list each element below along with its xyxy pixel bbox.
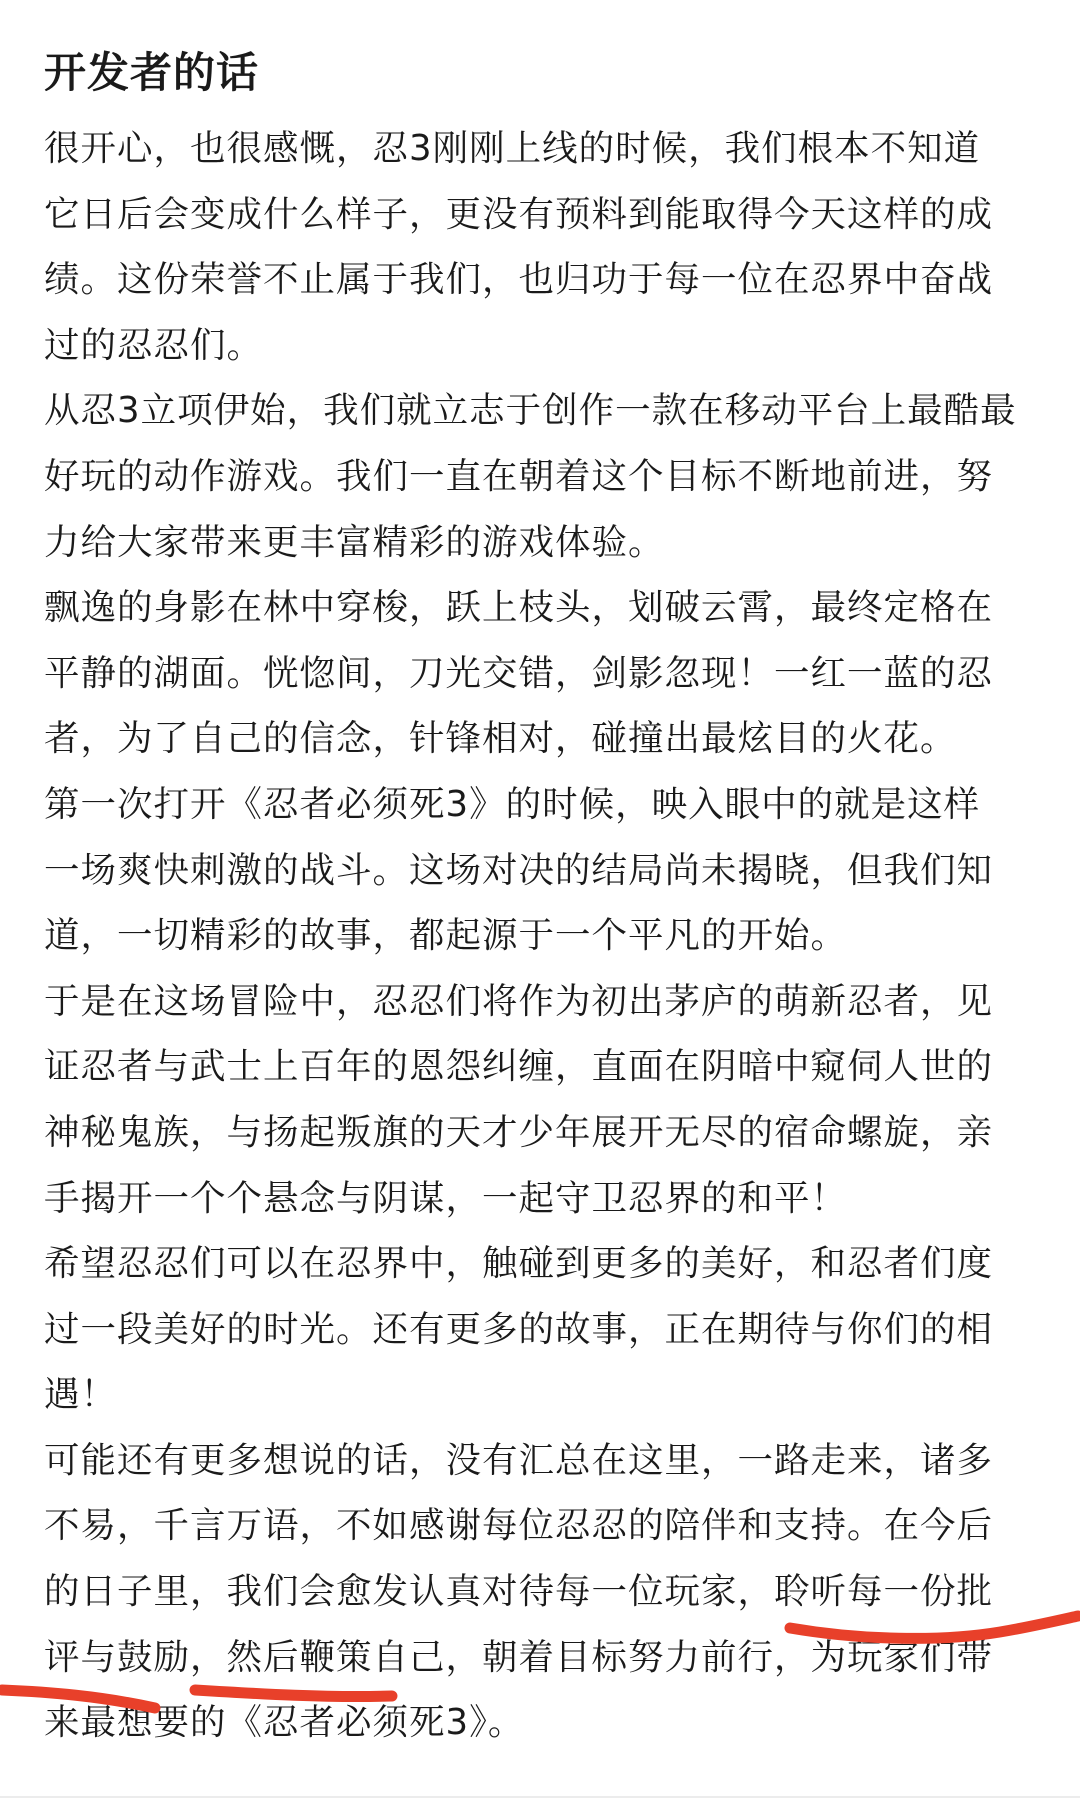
article-paragraph: [44, 575, 1044, 772]
article-paragraph: [44, 772, 1044, 969]
article-body: [44, 116, 1044, 1756]
paragraph-line: 飘逸的身影在林中穿梭，跃上枝头，划破云霄，最终定格在: [44, 587, 994, 629]
paragraph-line: 好玩的动作游戏。我们一直在朝着这个目标不断地前进，努: [44, 455, 994, 497]
paragraph-line: 希望忍忍们可以在忍界中，触碰到更多的美好，和忍者们度: [44, 1243, 994, 1285]
paragraph-line: 证忍者与武士上百年的恩怨纠缠，直面在阴暗中窥伺人世的: [44, 1046, 994, 1088]
divider: [0, 1796, 1080, 1798]
paragraph-line: 平静的湖面。恍惚间，刀光交错，剑影忽现！一红一蓝的忍: [44, 652, 994, 694]
article-paragraph: [44, 969, 1044, 1231]
paragraph-line: 力给大家带来更丰富精彩的游戏体验。: [44, 521, 665, 563]
article-title: 开发者的话: [44, 48, 260, 97]
paragraph-line: 遇！: [44, 1374, 118, 1416]
paragraph-line: 绩。这份荣誉不止属于我们，也归功于每一位在忍界中奋战: [44, 259, 994, 301]
paragraph-line: 于是在这场冒险中，忍忍们将作为初出茅庐的萌新忍者，见: [44, 980, 994, 1022]
paragraph-line: 从忍3立项伊始，我们就立志于创作一款在移动平台上最酷最: [44, 390, 1017, 432]
article-paragraph: [44, 378, 1044, 575]
paragraph-line: 过一段美好的时光。还有更多的故事，正在期待与你们的相: [44, 1308, 994, 1350]
paragraph-line: 不易，千言万语，不如感谢每位忍忍的陪伴和支持。在今后: [44, 1505, 994, 1547]
article-paragraph: [44, 1231, 1044, 1428]
paragraph-line: 神秘鬼族，与扬起叛旗的天才少年展开无尽的宿命螺旋，亲: [44, 1111, 994, 1153]
paragraph-line: 很开心，也很感慨，忍3刚刚上线的时候，我们根本不知道: [44, 128, 981, 169]
paragraph-line: 可能还有更多想说的话，没有汇总在这里，一路走来，诸多: [44, 1439, 994, 1481]
paragraph-line: 手揭开一个个悬念与阴谋，一起守卫忍界的和平！: [44, 1177, 848, 1219]
article: [44, 38, 1044, 1756]
paragraph-line: 道，一切精彩的故事，都起源于一个平凡的开始。: [44, 915, 848, 957]
paragraph-line: 者，为了自己的信念，针锋相对，碰撞出最炫目的火花。: [44, 718, 957, 760]
paragraph-line: 的日子里，我们会愈发认真对待每一位玩家，聆听每一份批: [44, 1571, 994, 1613]
paragraph-line: 它日后会变成什么样子，更没有预料到能取得今天这样的成: [44, 193, 994, 235]
article-paragraph: [44, 1428, 1044, 1756]
paragraph-line: 第一次打开《忍者必须死3》的时候，映入眼中的就是这样: [44, 783, 981, 825]
article-paragraph: [44, 116, 1044, 378]
paragraph-line: 来最想要的《忍者必须死3》。: [44, 1702, 525, 1744]
paragraph-line: 评与鼓励，然后鞭策自己，朝着目标努力前行，为玩家们带: [44, 1636, 994, 1678]
paragraph-line: 一场爽快刺激的战斗。这场对决的结局尚未揭晓，但我们知: [44, 849, 994, 891]
paragraph-line: 过的忍忍们。: [44, 324, 264, 366]
